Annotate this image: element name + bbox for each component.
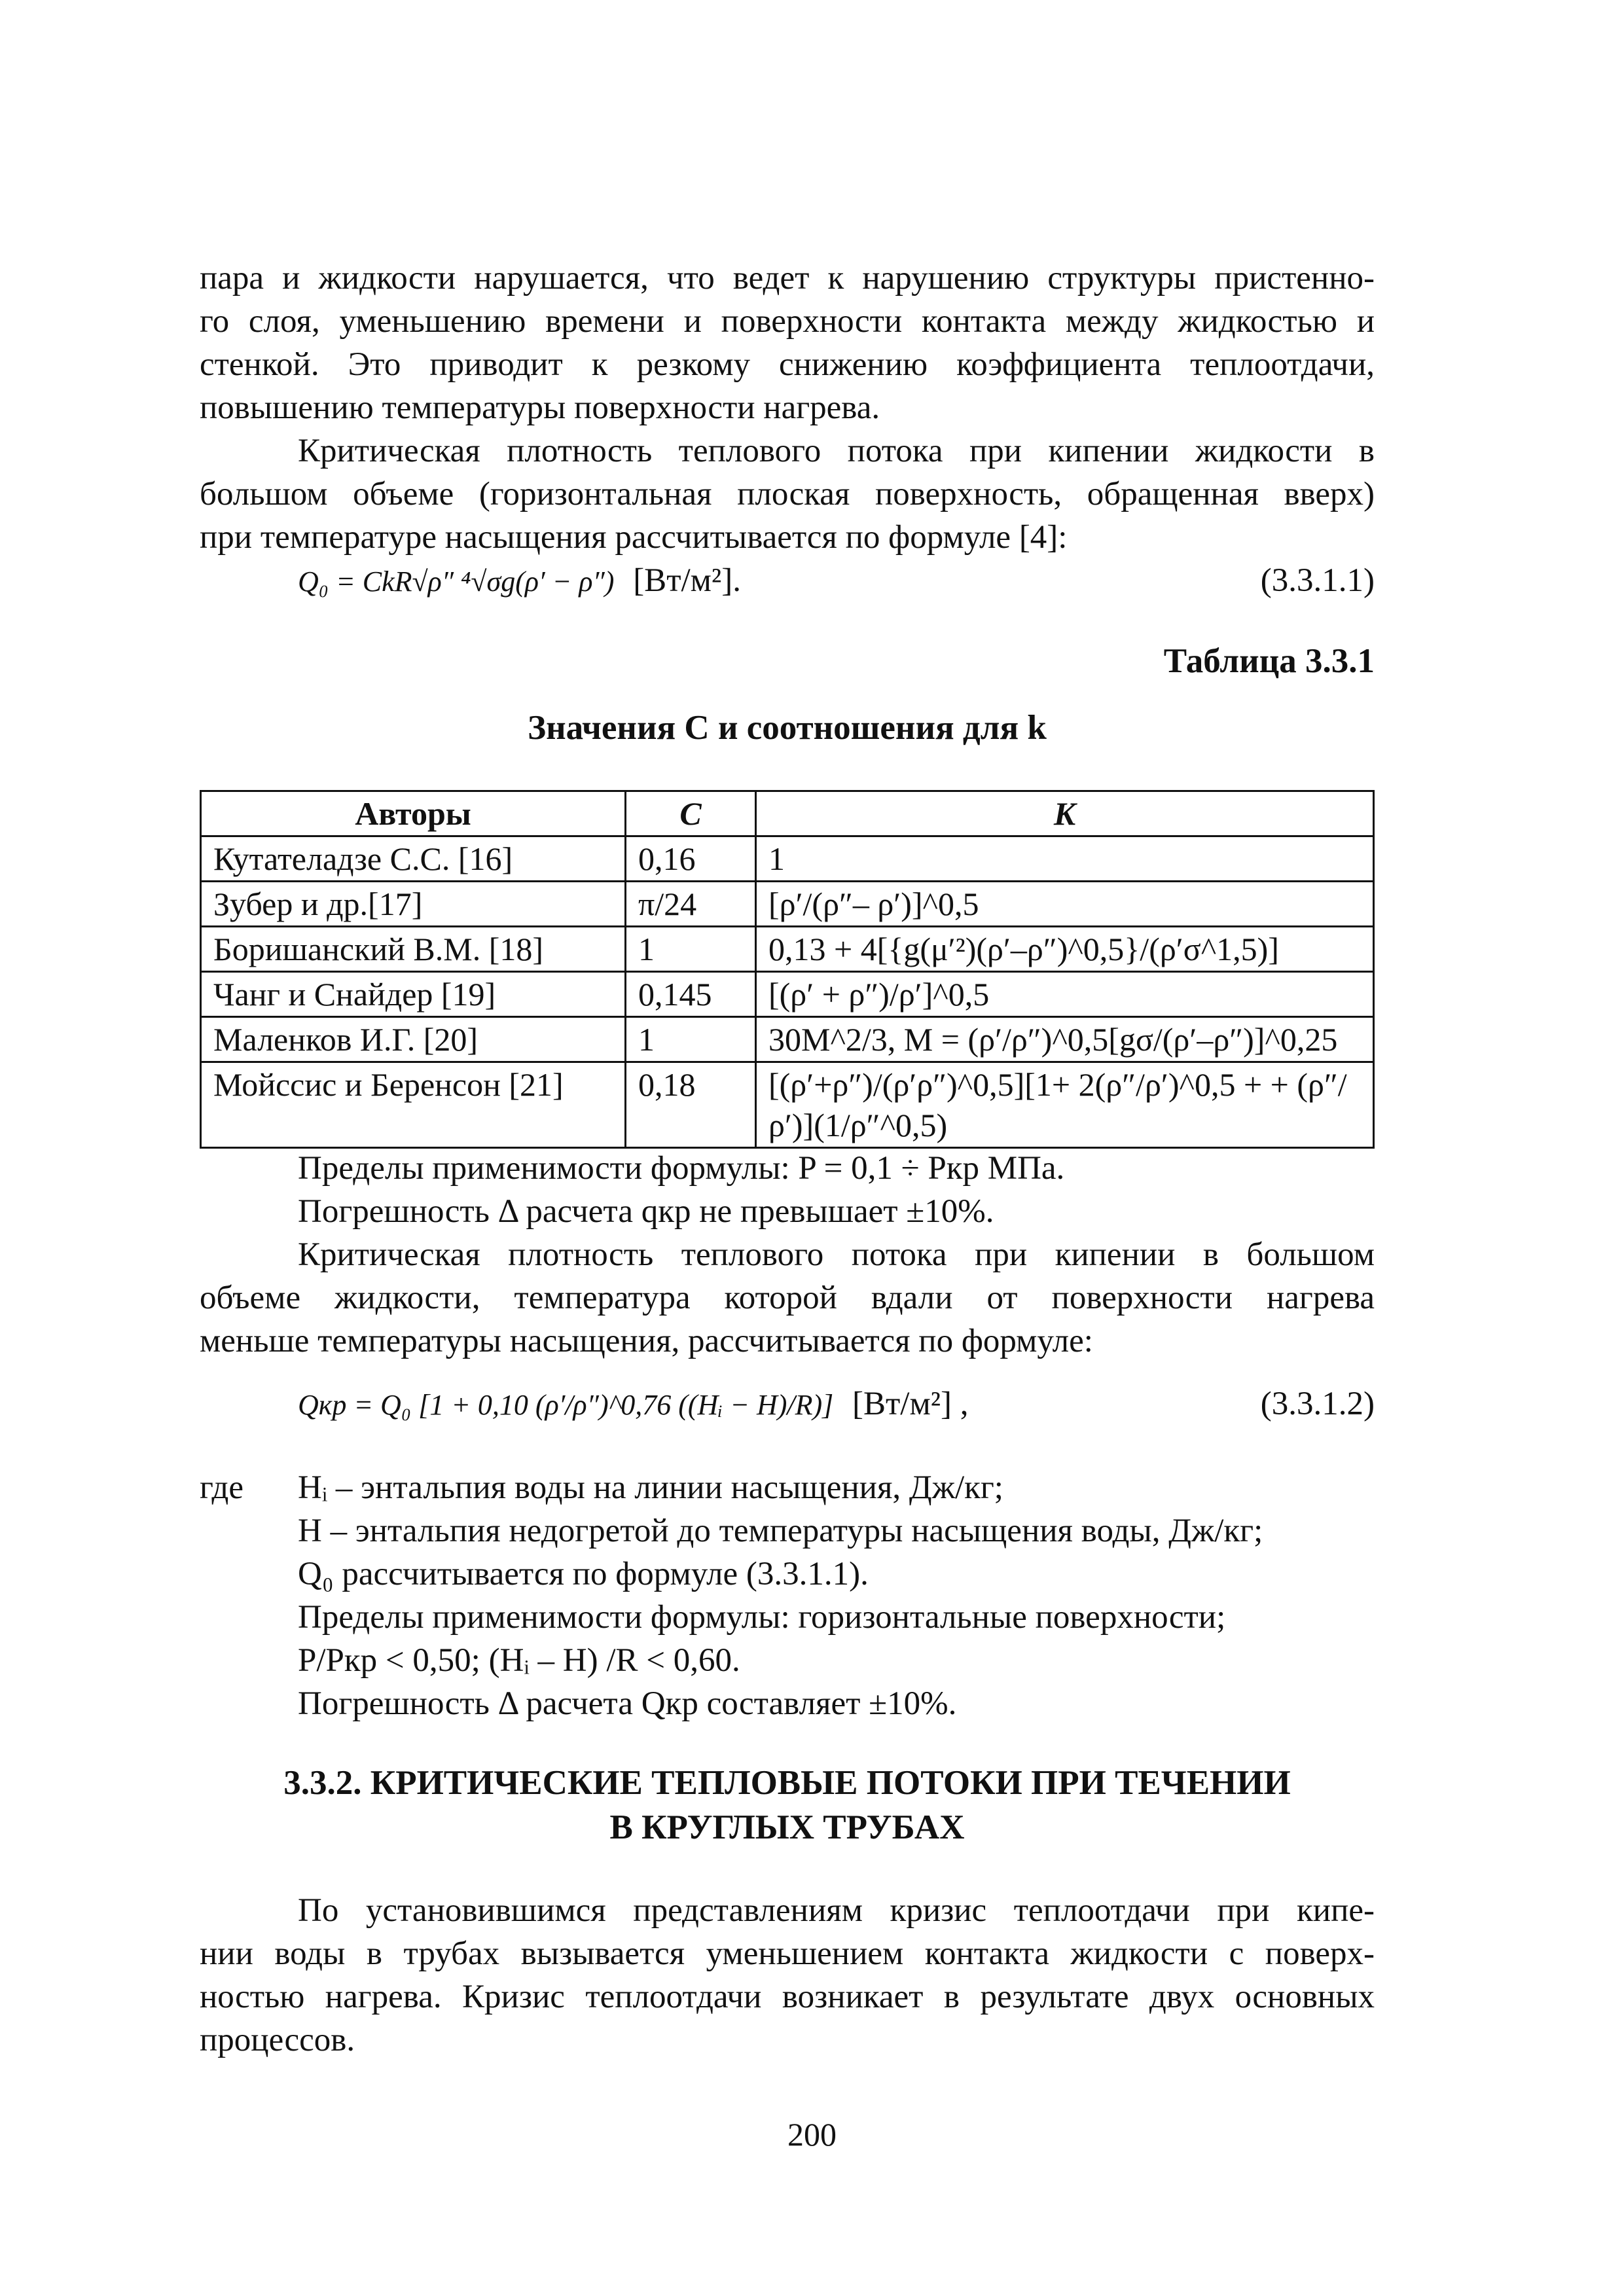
table-label: Таблица 3.3.1: [1163, 642, 1375, 680]
header-k: K: [756, 791, 1374, 836]
formula-1-unit: [Вт/м²].: [633, 562, 741, 599]
subcooled-line-2: объеме жидкости, температура которой вдали от поверхности нагрева: [200, 1280, 1375, 1316]
critical-flux-line-3: при температуре насыщения рассчитывается по формуле [4]:: [200, 519, 1068, 556]
cell-c: 0,145: [626, 972, 756, 1017]
cell-k: [(ρ′+ρ″)/(ρ′ρ″)^0,5][1+ 2(ρ″/ρ′)^0,5 + + (ρ″/ρ′)](1/ρ″^0,5): [756, 1062, 1374, 1148]
section-heading-line-1: 3.3.2. КРИТИЧЕСКИЕ ТЕПЛОВЫЕ ПОТОКИ ПРИ ТЕЧЕНИИ: [283, 1764, 1291, 1802]
cell-author: Кутателадзе С.С. [16]: [201, 836, 626, 882]
cell-k: 0,13 + 4[{g(μ′²)(ρ′–ρ″)^0,5}/(ρ′σ^1,5)]: [756, 927, 1374, 972]
definition-2: H – энтальпия недогретой до температуры насыщения воды, Дж/кг;: [298, 1513, 1263, 1549]
values-table: [200, 790, 1375, 1149]
cell-author: Маленков И.Г. [20]: [201, 1017, 626, 1062]
page-number: 200: [787, 2116, 837, 2153]
where-word: где: [200, 1469, 244, 1506]
table-header-row: [201, 791, 1374, 836]
cell-k: [ρ′/(ρ″– ρ′)]^0,5: [756, 882, 1374, 927]
header-authors: Авторы: [201, 791, 626, 836]
intro-line-1: пара и жидкости нарушается, что ведет к нарушению структуры пристенно-: [200, 260, 1375, 296]
final-line-2: нии воды в трубах вызывается уменьшением контакта жидкости с поверх-: [200, 1935, 1375, 1972]
definition-3: Q₀ рассчитывается по формуле (3.3.1.1).: [298, 1556, 869, 1592]
table-row: [201, 1017, 1374, 1062]
table-row: [201, 972, 1374, 1017]
definition-6: Погрешность Δ расчета Qкр составляет ±10%.: [298, 1685, 957, 1722]
table-row: [201, 836, 1374, 882]
cell-c: 0,18: [626, 1062, 756, 1148]
definition-5: P/Pкр < 0,50; (Hᵢ – H) /R < 0,60.: [298, 1642, 740, 1679]
definition-1: Hᵢ – энтальпия воды на линии насыщения, Дж/кг;: [298, 1469, 1003, 1506]
cell-k: [(ρ′ + ρ″)/ρ′]^0,5: [756, 972, 1374, 1017]
final-line-3: ностью нагрева. Кризис теплоотдачи возникает в результате двух основных: [200, 1979, 1375, 2015]
intro-line-4: повышению температуры поверхности нагрева.: [200, 389, 880, 426]
cell-c: 1: [626, 1017, 756, 1062]
table-title: Значения C и соотношения для k: [528, 709, 1047, 747]
applicability-1: Пределы применимости формулы: P = 0,1 ÷ Pкр МПа.: [298, 1150, 1065, 1187]
formula-1: [298, 559, 741, 603]
formula-1-number: (3.3.1.1): [1260, 562, 1375, 599]
cell-c: 0,16: [626, 836, 756, 882]
intro-line-3: стенкой. Это приводит к резкому снижению коэффициента теплоотдачи,: [200, 346, 1375, 383]
cell-c: π/24: [626, 882, 756, 927]
intro-line-2: го слоя, уменьшению времени и поверхности контакта между жидкостью и: [200, 303, 1375, 340]
definition-4: Пределы применимости формулы: горизонтальные поверхности;: [298, 1599, 1226, 1636]
header-c: C: [626, 791, 756, 836]
error-1: Погрешность Δ расчета qкр не превышает ±10%.: [298, 1193, 994, 1230]
formula-2-number: (3.3.1.2): [1260, 1386, 1375, 1422]
section-heading-line-2: В КРУГЛЫХ ТРУБАХ: [609, 1808, 965, 1846]
formula-1-expression: Q₀ = CkR√ρ″ ⁴√σg(ρ′ − ρ″): [298, 565, 615, 598]
cell-k: 1: [756, 836, 1374, 882]
subcooled-line-1: Критическая плотность теплового потока при кипении в большом: [298, 1236, 1375, 1273]
cell-author: Мойссис и Беренсон [21]: [201, 1062, 626, 1148]
table-row: [201, 882, 1374, 927]
critical-flux-line-1: Критическая плотность теплового потока при кипении жидкости в: [298, 433, 1375, 469]
table-row: [201, 1062, 1374, 1148]
cell-author: Зубер и др.[17]: [201, 882, 626, 927]
final-line-4: процессов.: [200, 2022, 355, 2058]
cell-c: 1: [626, 927, 756, 972]
formula-2-expression: Qкр = Q₀ [1 + 0,10 (ρ′/ρ″)^0,76 ((Hᵢ − H)/R)]: [298, 1389, 834, 1421]
formula-2: [298, 1382, 969, 1427]
critical-flux-line-2: большом объеме (горизонтальная плоская поверхность, обращенная вверх): [200, 476, 1375, 512]
subcooled-line-3: меньше температуры насыщения, рассчитывается по формуле:: [200, 1323, 1093, 1359]
formula-2-unit: [Вт/м²] ,: [852, 1386, 969, 1422]
final-line-1: По установившимся представлениям кризис теплоотдачи при кипе-: [298, 1892, 1375, 1929]
cell-author: Боришанский В.М. [18]: [201, 927, 626, 972]
table-row: [201, 927, 1374, 972]
cell-k: 30M^2/3, M = (ρ′/ρ″)^0,5[gσ/(ρ′–ρ″)]^0,25: [756, 1017, 1374, 1062]
cell-author: Чанг и Снайдер [19]: [201, 972, 626, 1017]
